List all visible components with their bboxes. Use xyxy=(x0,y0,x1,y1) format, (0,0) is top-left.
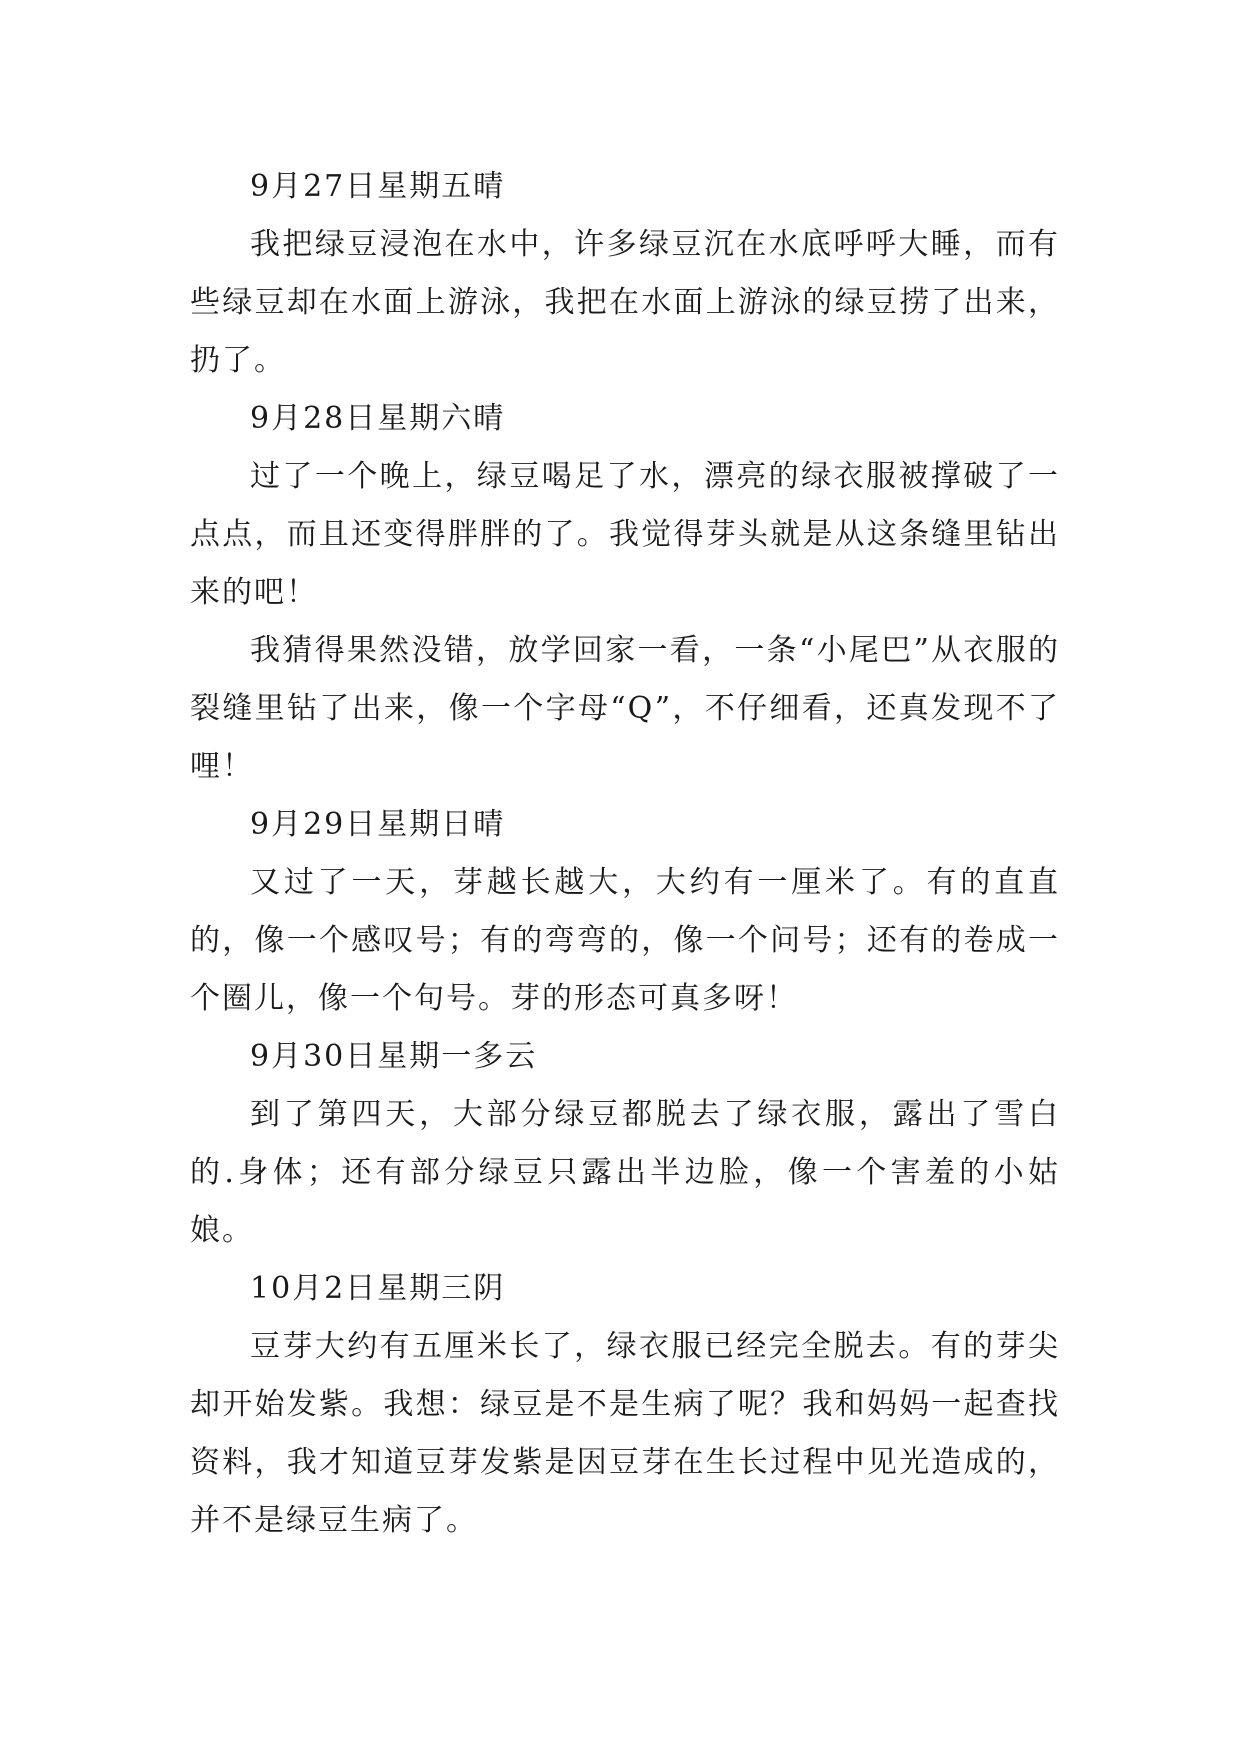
document-body xyxy=(190,158,1060,1550)
diary-date-heading: 9月30日星期一多云 xyxy=(250,1039,538,1074)
diary-paragraph: 过了一个晚上，绿豆喝足了水，漂亮的绿衣服被撑破了一点点，而且还变得胖胖的了。我觉得芽头就是从这条缝里钻出来的吧！ xyxy=(190,459,1060,610)
diary-paragraph: 我猜得果然没错，放学回家一看，一条“小尾巴”从衣服的裂缝里钻了出来，像一个字母“Q”，不仔细看，还真发现不了哩！ xyxy=(190,633,1060,784)
diary-paragraph: 到了第四天，大部分绿豆都脱去了绿衣服，露出了雪白的.身体；还有部分绿豆只露出半边脸，像一个害羞的小姑娘。 xyxy=(190,1097,1060,1248)
diary-paragraph: 我把绿豆浸泡在水中，许多绿豆沉在水底呼呼大睡，而有些绿豆却在水面上游泳，我把在水面上游泳的绿豆捞了出来，扔了。 xyxy=(190,227,1060,378)
diary-date-heading: 9月28日星期六晴 xyxy=(250,401,506,436)
diary-date-heading: 9月27日星期五晴 xyxy=(250,169,506,204)
diary-paragraph: 豆芽大约有五厘米长了，绿衣服已经完全脱去。有的芽尖却开始发紫。我想：绿豆是不是生病了呢？我和妈妈一起查找资料，我才知道豆芽发紫是因豆芽在生长过程中见光造成的，并不是绿豆生病了。 xyxy=(190,1329,1060,1538)
diary-date-heading: 9月29日星期日晴 xyxy=(250,807,506,842)
diary-paragraph: 又过了一天，芽越长越大，大约有一厘米了。有的直直的，像一个感叹号；有的弯弯的，像一个问号；还有的卷成一个圈儿，像一个句号。芽的形态可真多呀！ xyxy=(190,865,1060,1016)
diary-date-heading: 10月2日星期三阴 xyxy=(250,1271,506,1306)
